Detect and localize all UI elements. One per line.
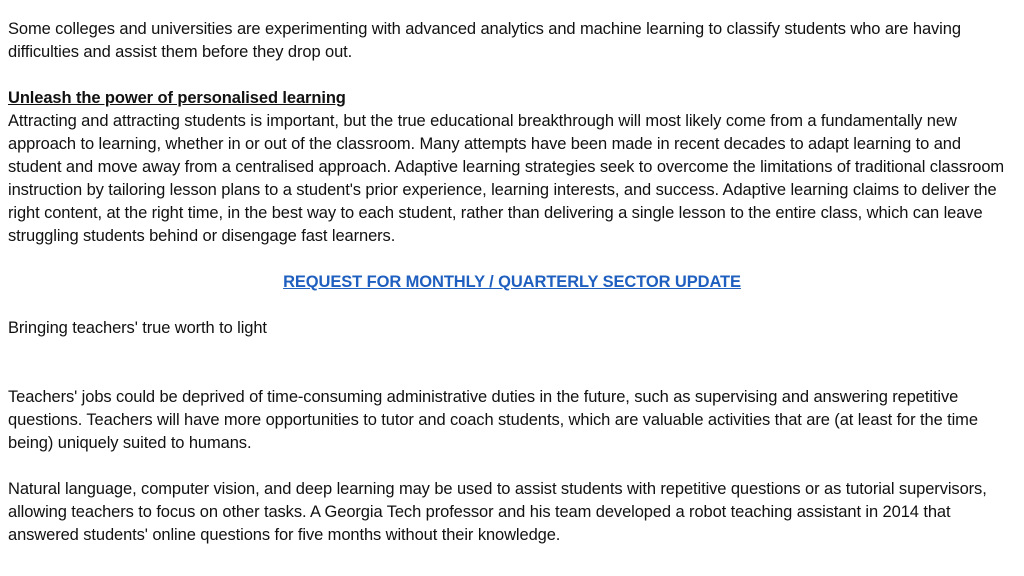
spacer — [8, 64, 1016, 87]
spacer — [8, 340, 1016, 386]
teachers-paragraph-1: Teachers' jobs could be deprived of time-consuming administrative duties in the future, such as supervising and answering repetitive questions. Teachers will have more opportunities to tutor and coach students, which are valuable activities that are (at least for the time being) uniquely suited to humans. — [8, 388, 978, 452]
section-body-personalised-learning: Attracting and attracting students is important, but the true educational breakthrough will most likely come from a fundamentally new approach to learning, whether in or out of the classroom. Many attempts have been made in recent decades to adapt learning to and student and move away from a centralised approach. Adaptive learning strategies seek to overcome the limitations of traditional classroom instruction by tailoring lesson plans to a student's prior experience, learning interests, and success. Adaptive learning claims to deliver the right content, at the right time, in the best way to each student, rather than delivering a single lesson to the entire class, which can leave struggling students behind or disengage fast learners. — [8, 112, 1005, 245]
request-sector-update-link[interactable]: REQUEST FOR MONTHLY / QUARTERLY SECTOR UPDATE — [283, 273, 741, 291]
section-heading-personalised-learning: Unleash the power of personalised learning — [8, 89, 346, 107]
spacer — [8, 248, 1016, 271]
section-heading-teachers-worth: Bringing teachers' true worth to light — [8, 319, 267, 337]
teachers-paragraph-2: Natural language, computer vision, and deep learning may be used to assist students with repetitive questions or as tutorial supervisors, allowing teachers to focus on other tasks. A Georgia Tech professor and his team developed a robot teaching assistant in 2014 that answered students' online questions for five months without their knowledge. — [8, 480, 987, 544]
spacer — [8, 294, 1016, 317]
spacer — [8, 455, 1016, 478]
intro-paragraph: Some colleges and universities are experimenting with advanced analytics and machine learning to classify students who are having difficulties and assist them before they drop out. — [8, 20, 961, 61]
cta-container — [8, 271, 1016, 294]
